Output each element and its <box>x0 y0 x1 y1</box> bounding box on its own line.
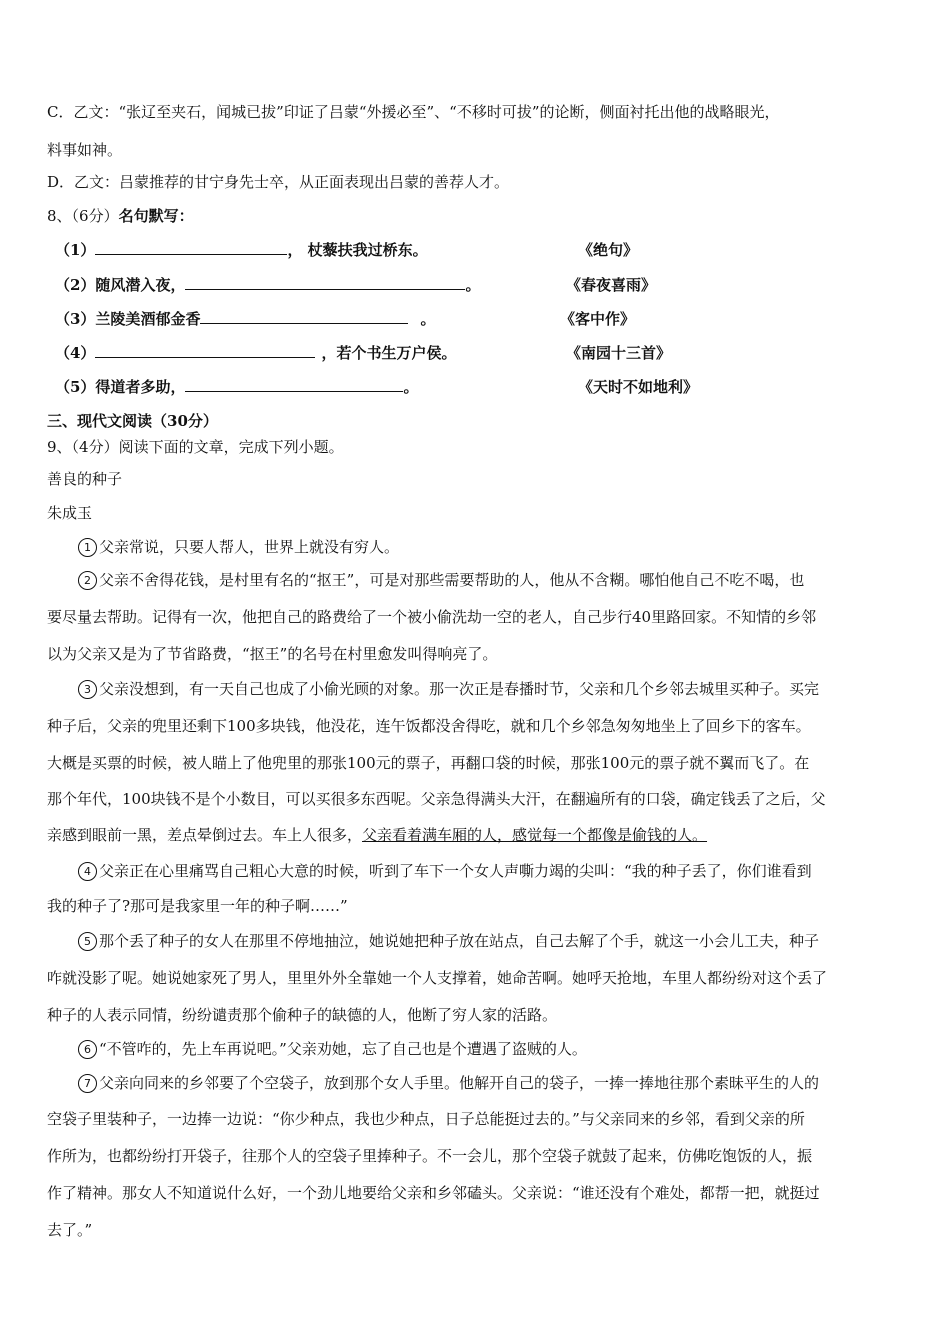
option-d-line: D．乙文：吕蒙推荐的甘宁身先士卒，从正面表现出吕蒙的善荐人才。 <box>47 173 510 191</box>
paragraph-6-line1: “不管咋的，先上车再说吧。”父亲劝她，忘了自己也是个遭遇了盗贼的人。 <box>99 1040 587 1058</box>
paragraph-3-line3: 大概是买票的时候，被人瞄上了他兜里的那张100元的票子，再翻口袋的时候，那张100元的票子就不翼而飞了。在 <box>47 754 810 772</box>
paragraph-2-line3: 以为父亲又是为了节省路费，“抠王”的名号在村里愈发叫得响亮了。 <box>47 645 498 663</box>
paragraph-1-number: 1 <box>78 538 97 557</box>
q8-header <box>47 206 194 226</box>
recitation-item-3 <box>55 309 435 329</box>
paragraph-4-number: 4 <box>78 862 97 881</box>
recitation-3-blank[interactable] <box>200 309 408 324</box>
recitation-item-4 <box>55 343 456 363</box>
recitation-3-label: （3）兰陵美酒郁金香 <box>55 310 201 328</box>
recitation-5-blank[interactable] <box>185 377 403 392</box>
recitation-2-text: 。 <box>465 276 481 294</box>
recitation-item-2 <box>55 275 480 295</box>
recitation-5-label: （5）得道者多助， <box>55 378 186 396</box>
paragraph-6 <box>78 1039 587 1059</box>
paragraph-7-line3: 作所为，也都纷纷打开袋子，往那个人的空袋子里捧种子。不一会儿，那个空袋子就鼓了起来，仿佛吃饱饭的人，振 <box>47 1147 813 1165</box>
recitation-2-label: （2）随风潜入夜， <box>55 276 186 294</box>
paragraph-3-number: 3 <box>78 680 97 699</box>
paragraph-4-line2: 我的种子了?那可是我家里一年的种子啊……” <box>47 897 348 915</box>
recitation-1-source: 《绝句》 <box>578 241 639 259</box>
recitation-3-source: 《客中作》 <box>560 310 636 328</box>
paragraph-7-line2: 空袋子里装种子，一边捧一边说：“你少种点，我也少种点，日子总能挺过去的。”与父亲同来的乡邻，看到父亲的所 <box>47 1110 805 1128</box>
paragraph-2-line1 <box>78 570 804 590</box>
paragraph-5-text1: 那个丢了种子的女人在那里不停地抽泣，她说她把种子放在站点，自己去解了个手，就这一小会儿工夫，种子 <box>99 932 820 950</box>
paragraph-5-line3: 种子的人表示同情，纷纷谴责那个偷种子的缺德的人，他断了穷人家的活路。 <box>47 1006 558 1024</box>
paragraph-3-line1 <box>78 679 819 699</box>
recitation-1-blank[interactable] <box>95 240 287 255</box>
paragraph-3-text1: 父亲没想到，有一天自己也成了小偷光顾的对象。那一次正是春播时节，父亲和几个乡邻去城里买种子。买完 <box>99 680 820 698</box>
q9-header: 9、（4分）阅读下面的文章，完成下列小题。 <box>47 438 344 456</box>
q8-header-prefix: 8、（6分） <box>47 207 119 225</box>
recitation-4-blank[interactable] <box>95 343 315 358</box>
recitation-4-source: 《南园十三首》 <box>566 344 672 362</box>
paragraph-3-line4: 那个年代，100块钱不是个小数目，可以买很多东西呢。父亲急得满头大汗，在翻遍所有的口袋，确定钱丢了之后，父 <box>47 790 826 808</box>
recitation-5-source: 《天时不如地利》 <box>578 378 699 396</box>
paragraph-7-text1: 父亲向同来的乡邻要了个空袋子，放到那个女人手里。他解开自己的袋子，一捧一捧地往那个素昧平生的人的 <box>99 1074 820 1092</box>
paragraph-2-number: 2 <box>78 571 97 590</box>
paragraph-5-line2: 咋就没影了呢。她说她家死了男人，里里外外全靠她一个人支撑着，她命苦啊。她呼天抢地，车里人都纷纷对这个丢了 <box>47 969 828 987</box>
option-c-line1: C．乙文：“张辽至夹石，闻城已拔”印证了吕蒙“外援必至”、“不移时可拔”的论断，侧面衬托出他的战略眼光， <box>47 103 780 121</box>
recitation-4-label: （4） <box>55 344 96 362</box>
paragraph-3-line2: 种子后，父亲的兜里还剩下100多块钱，他没花，连午饭都没舍得吃，就和几个乡邻急匆匆地坐上了回乡下的客车。 <box>47 717 811 735</box>
paragraph-5-number: 5 <box>78 932 97 951</box>
article-author: 朱成玉 <box>47 504 93 522</box>
article-title: 善良的种子 <box>47 470 123 488</box>
paragraph-7-line1 <box>78 1073 819 1093</box>
paragraph-3-line5 <box>47 825 707 845</box>
recitation-1-label: （1） <box>55 241 96 259</box>
recitation-4-text: ，若个书生万户侯。 <box>321 344 457 362</box>
paragraph-4-line1 <box>78 861 812 881</box>
q8-header-title: 名句默写： <box>118 207 194 225</box>
paragraph-7-number: 7 <box>78 1074 97 1093</box>
paragraph-1-line1: 父亲常说，只要人帮人，世界上就没有穷人。 <box>99 538 400 556</box>
recitation-5-text: 。 <box>403 378 419 396</box>
paragraph-2-line2: 要尽量去帮助。记得有一次，他把自己的路费给了一个被小偷洗劫一空的老人，自己步行40里路回家。不知情的乡邻 <box>47 608 817 626</box>
paragraph-4-text1: 父亲正在心里痛骂自己粗心大意的时候，听到了车下一个女人声嘶力竭的尖叫：“我的种子丢了，你们谁看到 <box>99 862 812 880</box>
paragraph-1 <box>78 537 399 557</box>
recitation-item-1 <box>55 240 428 260</box>
paragraph-6-number: 6 <box>78 1040 97 1059</box>
recitation-item-5 <box>55 377 418 397</box>
underlined-sentence: 父亲看着满车厢的人，感觉每一个都像是偷钱的人。 <box>362 826 708 844</box>
recitation-1-text: ， 杖藜扶我过桥东。 <box>287 241 428 259</box>
paragraph-7-line5: 去了。” <box>47 1221 93 1239</box>
section3-title: 三、现代文阅读（30分） <box>47 412 218 430</box>
paragraph-5-line1 <box>78 931 819 951</box>
option-c-line2: 料事如神。 <box>47 141 123 159</box>
recitation-2-source: 《春夜喜雨》 <box>566 276 657 294</box>
paragraph-2-text1: 父亲不舍得花钱，是村里有名的“抠王”，可是对那些需要帮助的人，他从不含糊。哪怕他自己不吃不喝，也 <box>99 571 805 589</box>
recitation-2-blank[interactable] <box>185 275 465 290</box>
paragraph-3-text5a: 亲感到眼前一黑，差点晕倒过去。车上人很多， <box>47 826 363 844</box>
paragraph-7-line4: 作了精神。那女人不知道说什么好，一个劲儿地要给父亲和乡邻磕头。父亲说：“谁还没有个难处，都帮一把，就挺过 <box>47 1184 820 1202</box>
recitation-3-text: 。 <box>420 310 436 328</box>
